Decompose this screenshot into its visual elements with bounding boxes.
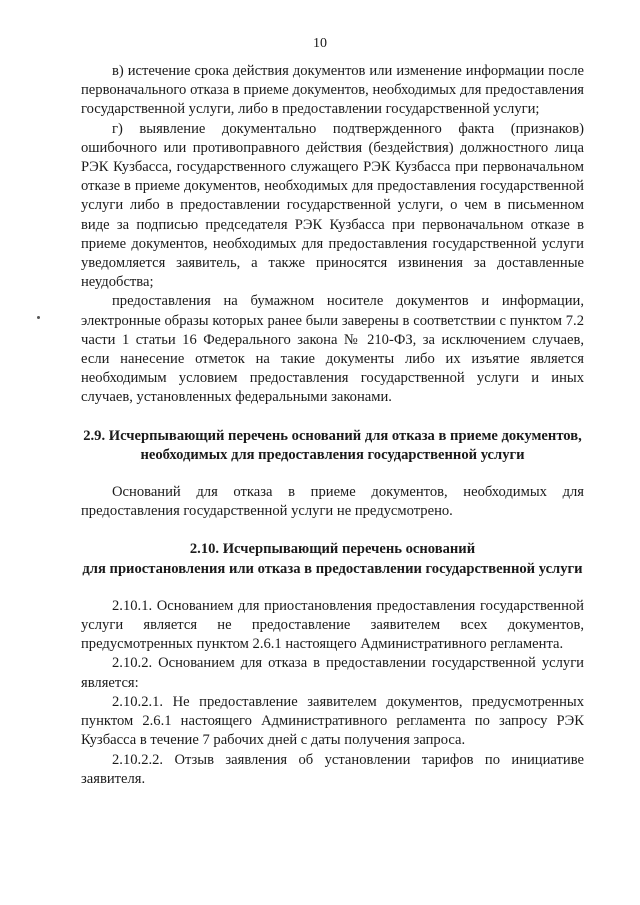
section-2-10-heading-line2: для приостановления или отказа в предоставлении государственной услуги bbox=[82, 560, 583, 577]
section-2-10-1: 2.10.1. Основанием для приостановления предоставления государственной услуги является не предоставление заявителем всех документов, предусмотренных пунктом 2.6.1 настоящего Административного регламента. bbox=[81, 597, 584, 653]
section-2-10-2-2: 2.10.2.2. Отзыв заявления об установлении тарифов по инициативе заявителя. bbox=[81, 751, 584, 787]
page-content bbox=[81, 62, 584, 789]
section-2-10-2: 2.10.2. Основанием для отказа в предоставлении государственной услуги является: bbox=[81, 655, 584, 691]
section-2-10-heading-line1: 2.10. Исчерпывающий перечень оснований bbox=[189, 541, 476, 558]
scan-artifact-dot bbox=[37, 316, 40, 319]
section-2-9-body: Оснований для отказа в приеме документов, необходимых для предоставления государственной услуги не предусмотрено. bbox=[81, 484, 584, 520]
page-number: 10 bbox=[313, 36, 327, 51]
spacer bbox=[81, 465, 584, 483]
paragraph-v: в) истечение срока действия документов или изменение информации после первоначального отказа в приеме документов, необходимых для предоставления государственной услуги, либо в предоставлении государственной услуги; bbox=[81, 63, 584, 118]
spacer bbox=[81, 579, 584, 597]
paragraph-paper-documents: предоставления на бумажном носителе документов и информации, электронные образы которых ранее были заверены в соответствии с пунктом 7.2 части 1 статьи 16 Федерального закона № 210-ФЗ, за исключением случаев, если нанесение отметок на такие документы либо их изъятие является необходимым условием предоставления государственной услуги и иных случаев, установленных федеральными законами. bbox=[81, 293, 584, 406]
section-2-10-2-1: 2.10.2.1. Не предоставление заявителем документов, предусмотренных пунктом 2.6.1 настоящего Административного регламента по запросу РЭК Кузбасса в течение 7 рабочих дней с даты получения запроса. bbox=[81, 693, 584, 749]
spacer bbox=[81, 408, 584, 427]
paragraph-g: г) выявление документально подтвержденного факта (признаков) ошибочного или противоправного действия (бездействия) должностного лица РЭК Кузбасса, государственного служащего РЭК Кузбасса при первоначальном отказе в приеме документов, необходимых для предоставления государственной услуги либо в предоставлении государственной услуги, о чем в письменном виде за подписью председателя РЭК Кузбасса при первоначальном отказе в приеме документов, необходимых для предоставления государственной услуги уведомляется заявитель, а также приносятся извинения за доставленные неудобства; bbox=[81, 120, 584, 291]
spacer bbox=[81, 521, 584, 540]
section-2-9-heading: 2.9. Исчерпывающий перечень оснований для отказа в приеме документов, необходимых для предоставления государственной услуги bbox=[83, 427, 582, 463]
